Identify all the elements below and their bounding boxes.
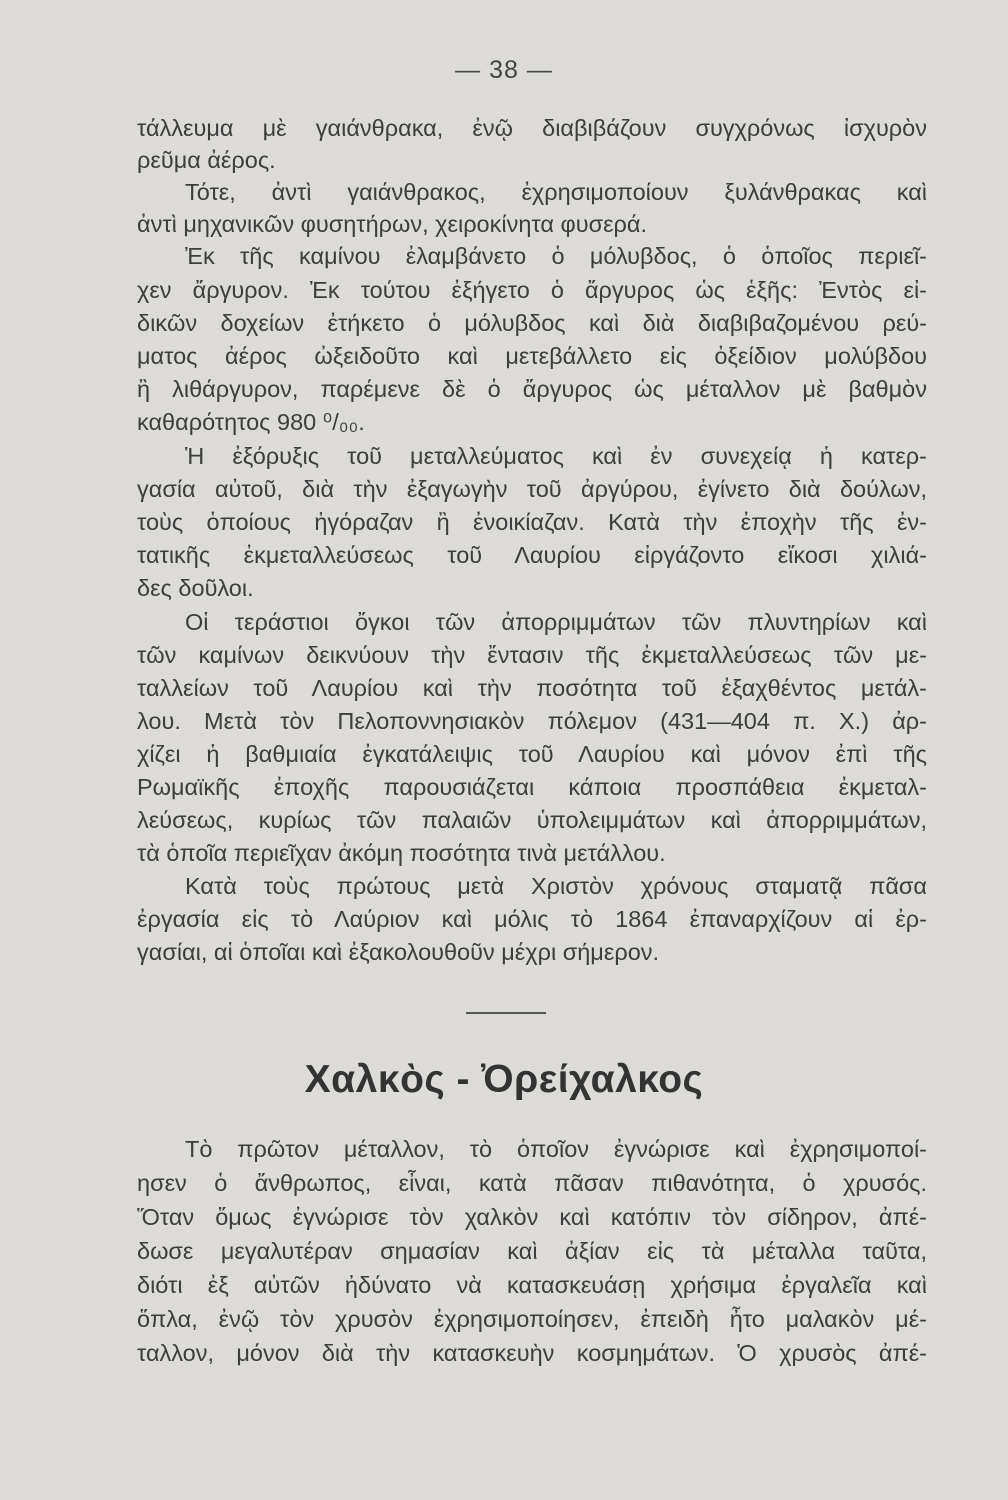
section-divider: [466, 1012, 546, 1014]
text-line: δες δοῦλοι.: [137, 575, 254, 601]
text-line: δωσε μεγαλυτέραν σημασίαν καὶ ἀξίαν εἰς τὰ μέταλλα ταῦτα,: [137, 1238, 927, 1264]
text-line: Κατὰ τοὺς πρώτους μετὰ Χριστὸν χρόνους σταματᾷ πᾶσα: [185, 873, 927, 899]
text-line: Οἱ τεράστιοι ὄγκοι τῶν ἀπορριμμάτων τῶν πλυντηρίων καὶ: [185, 609, 927, 635]
text-line: καθαρότητος 980 ⁰/₀₀.: [137, 409, 365, 435]
text-line: ησεν ὁ ἄνθρωπος, εἶναι, κατὰ πᾶσαν πιθανότητα, ὁ χρυσός.: [137, 1170, 927, 1196]
text-line: γασίαι, αἱ ὁποῖαι καὶ ἐξακολουθοῦν μέχρι σήμερον.: [137, 939, 660, 965]
text-line: χεν ἄργυρον. Ἐκ τούτου ἐξήγετο ὁ ἄργυρος ὡς ἑξῆς: Ἐντὸς εἰ-: [137, 277, 927, 303]
text-line: Τὸ πρῶτον μέταλλον, τὸ ὁποῖον ἐγνώρισε καὶ ἐχρησιμοποί-: [185, 1136, 927, 1162]
text-line: διότι ἐξ αὐτῶν ἠδύνατο νὰ κατασκευάσῃ χρήσιμα ἐργαλεῖα καὶ: [137, 1272, 927, 1298]
text-line: Ὅταν ὅμως ἐγνώρισε τὸν χαλκὸν καὶ κατόπιν τὸν σίδηρον, ἀπέ-: [137, 1204, 927, 1230]
text-line: ταλλείων τοῦ Λαυρίου καὶ τὴν ποσότητα τοῦ ἐξαχθέντος μετάλ-: [137, 675, 927, 701]
text-line: ἀντὶ μηχανικῶν φυσητήρων, χειροκίνητα φυσερά.: [137, 211, 648, 237]
text-line: λεύσεως, κυρίως τῶν παλαιῶν ὑπολειμμάτων καὶ ἀπορριμμάτων,: [137, 807, 927, 833]
text-line: ὅπλα, ἐνῷ τὸν χρυσὸν ἐχρησιμοποίησεν, ἐπειδὴ ἦτο μαλακὸν μέ-: [137, 1306, 927, 1332]
text-line: τοὺς ὁποίους ἠγόραζαν ἢ ἐνοικίαζαν. Κατὰ τὴν ἐποχὴν τῆς ἐν-: [137, 509, 927, 535]
text-line: τῶν καμίνων δεικνύουν τὴν ἔντασιν τῆς ἐκμεταλλεύσεως τῶν με-: [137, 642, 927, 668]
text-line: χίζει ἡ βαθμιαία ἐγκατάλειψις τοῦ Λαυρίου καὶ μόνον ἐπὶ τῆς: [137, 741, 927, 767]
text-line: Τότε, ἀντὶ γαιάνθρακος, ἐχρησιμοποίουν ξυλάνθρακας καὶ: [185, 179, 927, 205]
text-line: ἢ λιθάργυρον, παρέμενε δὲ ὁ ἄργυρος ὡς μέταλλον μὲ βαθμὸν: [137, 376, 927, 402]
text-line: ρεῦμα ἀέρος.: [137, 147, 276, 173]
text-line: Ἡ ἐξόρυξις τοῦ μεταλλεύματος καὶ ἐν συνεχείᾳ ἡ κατερ-: [185, 443, 927, 469]
page-number: — 38 —: [455, 56, 553, 84]
text-line: Ἐκ τῆς καμίνου ἐλαμβάνετο ὁ μόλυβδος, ὁ ὁποῖος περιεῖ-: [185, 243, 927, 269]
text-line: τάλλευμα μὲ γαιάνθρακα, ἐνῷ διαβιβάζουν συγχρόνως ἰσχυρὸν: [137, 115, 927, 141]
section-heading: Χαλκὸς - Ὀρείχαλκος: [304, 1058, 704, 1101]
text-line: ματος ἀέρος ὠξειδοῦτο καὶ μετεβάλλετο εἰς ὀξείδιον μολύβδου: [137, 343, 927, 369]
text-line: γασία αὐτοῦ, διὰ τὴν ἐξαγωγὴν τοῦ ἀργύρου, ἐγίνετο διὰ δούλων,: [137, 476, 927, 502]
text-line: τατικῆς ἐκμεταλλεύσεως τοῦ Λαυρίου εἰργάζοντο εἴκοσι χιλιά-: [137, 542, 927, 568]
text-line: τὰ ὁποῖα περιεῖχαν ἀκόμη ποσότητα τινὰ μετάλλου.: [137, 840, 666, 866]
text-line: ἐργασία εἰς τὸ Λαύριον καὶ μόλις τὸ 1864 ἐπαναρχίζουν αἱ ἐρ-: [137, 906, 927, 932]
text-line: δικῶν δοχείων ἐτήκετο ὁ μόλυβδος καὶ διὰ διαβιβαζομένου ρεύ-: [137, 310, 927, 336]
text-line: Ρωμαϊκῆς ἐποχῆς παρουσιάζεται κάποια προσπάθεια ἐκμεταλ-: [137, 774, 927, 800]
text-line: ταλλον, μόνον διὰ τὴν κατασκευὴν κοσμημάτων. Ὁ χρυσὸς ἀπέ-: [137, 1340, 927, 1366]
text-line: λου. Μετὰ τὸν Πελοποννησιακὸν πόλεμον (431—404 π. Χ.) ἀρ-: [137, 708, 927, 734]
